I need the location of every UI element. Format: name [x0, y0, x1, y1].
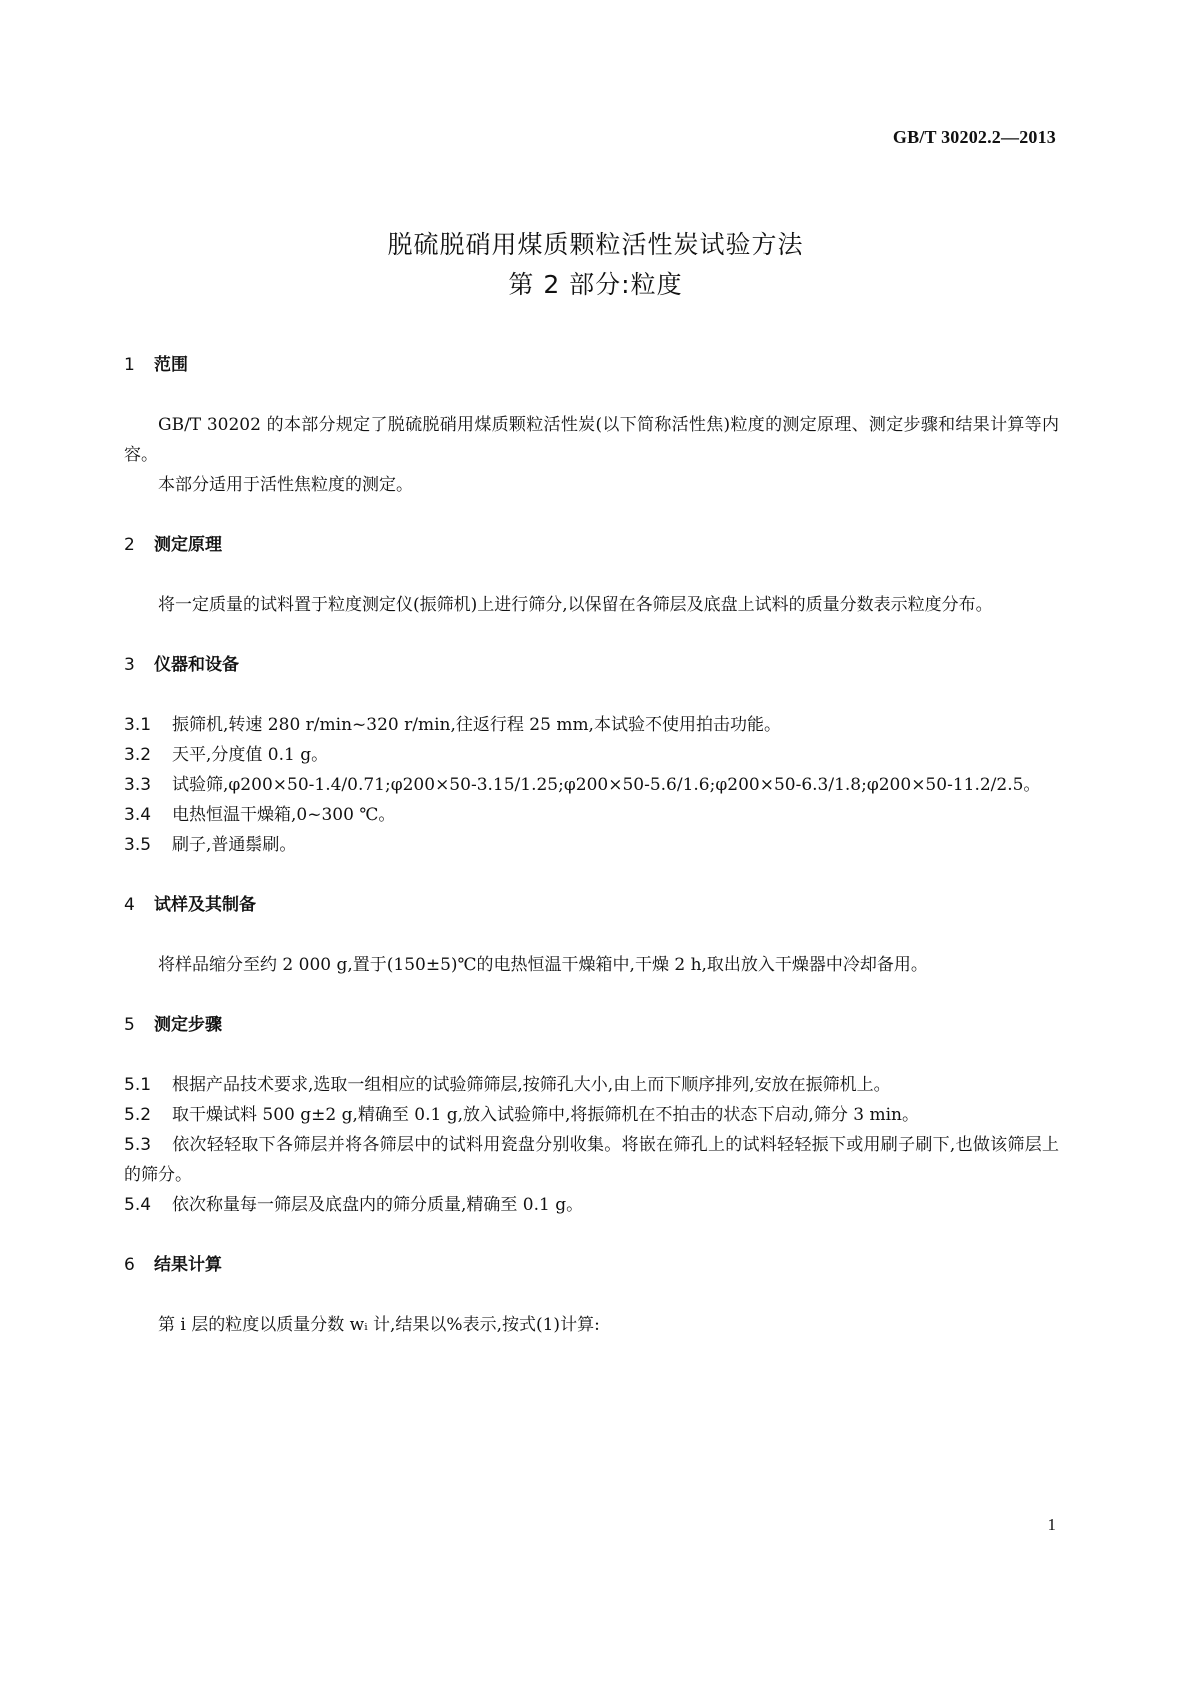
clause-number: 5.4 — [124, 1195, 152, 1215]
section-number: 5 — [124, 1015, 135, 1035]
section-heading-sample-preparation — [124, 890, 1059, 920]
clause-text: 天平,分度值 0.1 g。 — [172, 745, 329, 765]
clause-number: 3.4 — [124, 805, 152, 825]
clause-text: 根据产品技术要求,选取一组相应的试验筛筛层,按筛孔大小,由上而下顺序排列,安放在振筛机上。 — [172, 1075, 891, 1095]
clause-text: 取干燥试料 500 g±2 g,精确至 0.1 g,放入试验筛中,将振筛机在不拍击的状态下启动,筛分 3 min。 — [172, 1105, 919, 1125]
page-number: 1 — [1047, 1515, 1056, 1534]
section-heading-procedure — [124, 1010, 1059, 1040]
clause-text: 试验筛,φ200×50-1.4/0.71;φ200×50-3.15/1.25;φ200×50-5.6/1.6;φ200×50-6.3/1.8;φ200×50-11.2/2.5。 — [172, 775, 1041, 795]
clause-text: 电热恒温干燥箱,0~300 ℃。 — [172, 805, 396, 825]
clause-number: 3.1 — [124, 715, 152, 735]
clause-item — [124, 1100, 1059, 1130]
section-number: 1 — [124, 355, 135, 375]
paragraph: 将一定质量的试料置于粒度测定仪(振筛机)上进行筛分,以保留在各筛层及底盘上试料的质量分数表示粒度分布。 — [158, 595, 993, 615]
section-heading-calculation — [124, 1250, 1059, 1280]
paragraph: 本部分适用于活性焦粒度的测定。 — [158, 475, 413, 495]
section-heading-principle — [124, 530, 1059, 560]
section-heading-apparatus — [124, 650, 1059, 680]
clause-item — [124, 1130, 1059, 1190]
clause-text: 振筛机,转速 280 r/min~320 r/min,往返行程 25 mm,本试验不使用拍击功能。 — [172, 715, 781, 735]
clause-number: 5.2 — [124, 1105, 152, 1125]
clause-text: 依次称量每一筛层及底盘内的筛分质量,精确至 0.1 g。 — [172, 1195, 584, 1215]
clause-item — [124, 1190, 1059, 1220]
clause-item — [124, 1070, 1059, 1100]
clause-number: 3.5 — [124, 835, 152, 855]
clause-item — [124, 740, 1059, 770]
clause-item — [124, 710, 1059, 740]
clause-text: 依次轻轻取下各筛层并将各筛层中的试料用瓷盘分别收集。将嵌在筛孔上的试料轻轻振下或用刷子刷下,也做该筛层上的筛分。 — [124, 1135, 1059, 1185]
clause-number: 5.3 — [124, 1135, 152, 1155]
section-number: 3 — [124, 655, 135, 675]
section-title: 仪器和设备 — [154, 655, 239, 675]
document-body — [124, 350, 1059, 1340]
standard-code: GB/T 30202.2—2013 — [892, 127, 1056, 147]
section-number: 6 — [124, 1255, 135, 1275]
clause-item — [124, 770, 1059, 800]
title-line-1: 脱硫脱硝用煤质颗粒活性炭试验方法 — [387, 230, 804, 259]
section-title: 范围 — [154, 355, 188, 375]
section-number: 2 — [124, 535, 135, 555]
section-heading-scope — [124, 350, 1059, 380]
paragraph: 将样品缩分至约 2 000 g,置于(150±5)℃的电热恒温干燥箱中,干燥 2 h,取出放入干燥器中冷却备用。 — [158, 955, 928, 975]
paragraph: 第 i 层的粒度以质量分数 wᵢ 计,结果以%表示,按式(1)计算: — [158, 1315, 600, 1335]
clause-item — [124, 800, 1059, 830]
document-title — [0, 225, 1191, 305]
clause-number: 3.2 — [124, 745, 152, 765]
section-number: 4 — [124, 895, 135, 915]
paragraph: GB/T 30202 的本部分规定了脱硫脱硝用煤质颗粒活性炭(以下简称活性焦)粒度的测定原理、测定步骤和结果计算等内容。 — [124, 415, 1059, 465]
clause-text: 刷子,普通鬃刷。 — [172, 835, 297, 855]
clause-number: 5.1 — [124, 1075, 152, 1095]
section-title: 测定原理 — [154, 535, 222, 555]
section-title: 试样及其制备 — [154, 895, 256, 915]
title-line-2: 第 2 部分:粒度 — [508, 270, 683, 299]
section-title: 结果计算 — [154, 1255, 222, 1275]
clause-number: 3.3 — [124, 775, 152, 795]
section-title: 测定步骤 — [154, 1015, 222, 1035]
clause-item — [124, 830, 1059, 860]
